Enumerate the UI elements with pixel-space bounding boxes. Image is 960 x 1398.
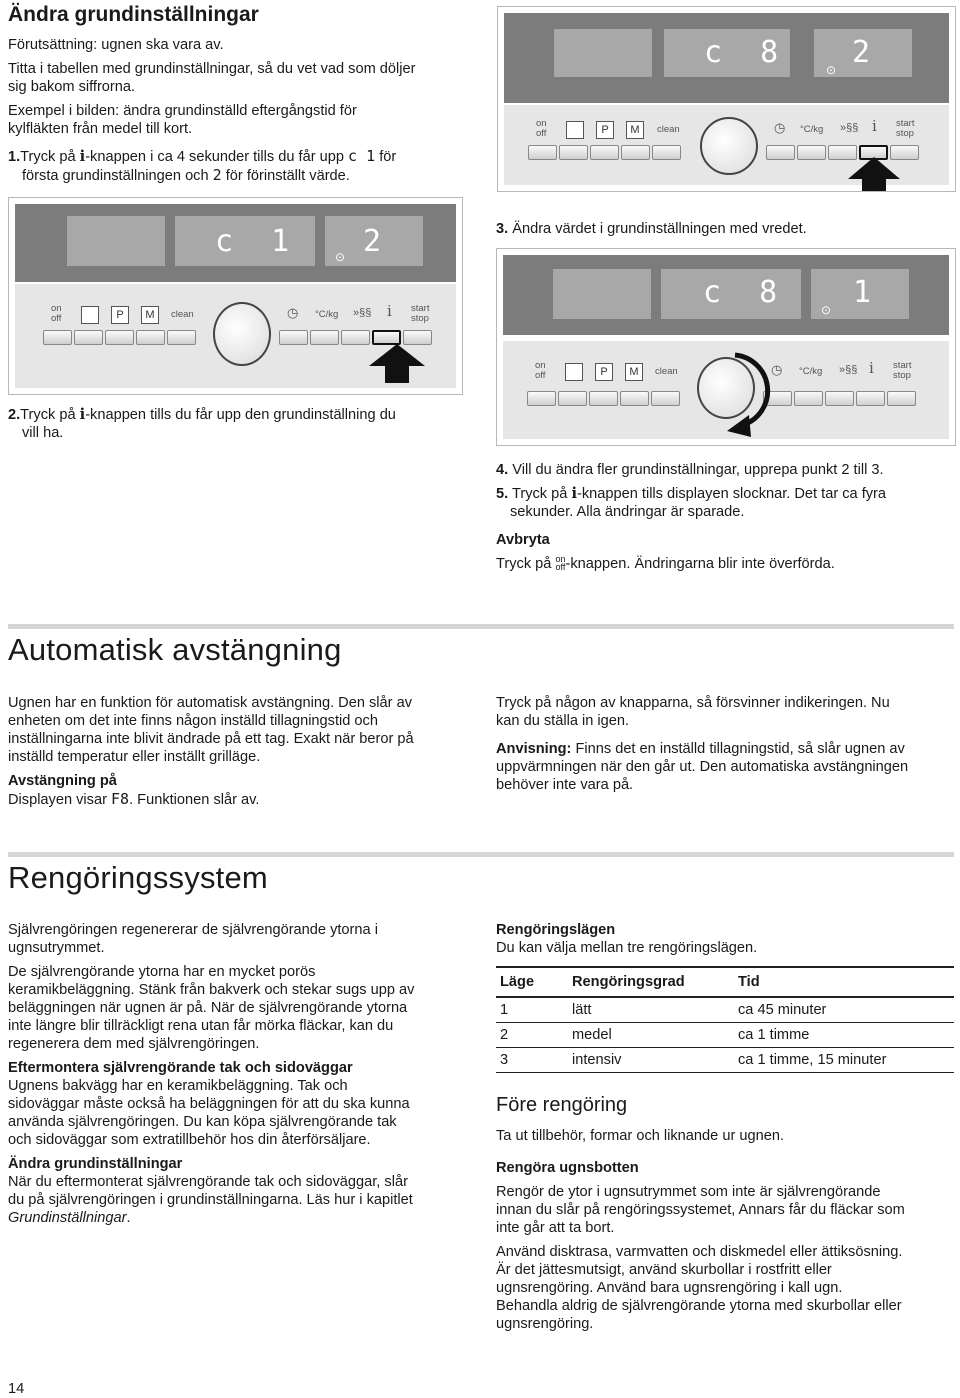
table-row: 2 medel ca 1 timme (496, 1023, 954, 1048)
oven-panel-b: c 1 2 ⊙ on off P M clean ◷ °C/kg »§§ i start stop (8, 197, 463, 395)
oven-panel-a: c 8 2 ⊙ on off P M clean ◷ °C/kg »§§ i start stop (497, 6, 956, 192)
steps-4-5: 4. Vill du ändra fler grundinställningar, upprepa punkt 2 till 3. 5. Tryck på i-knappen tills displayen slocknar. Det tar ca fyra sekunder. Alla ändringar är sparade. Avbryta Tryck på on off-knappen. Ändringarna blir inte överförda. (496, 461, 954, 573)
table-row: 3 intensiv ca 1 timme, 15 minuter (496, 1048, 954, 1073)
timer-icon: ⊙ (826, 63, 837, 77)
before-cleaning-heading: Före rengöring (496, 1094, 628, 1116)
square-icon (565, 363, 583, 381)
on-off-icon: on off (555, 554, 566, 572)
clean-modes: Rengöringslägen Du kan välja mellan tre rengöringslägen. (496, 922, 758, 956)
clock-icon: ◷ (287, 305, 299, 320)
step-1: 1.Tryck på i-knappen i ca 4 sekunder tills du får upp c 1 för (8, 147, 397, 165)
fan-key-icon: »§§ (839, 364, 858, 376)
display-left-value: c 1 (215, 224, 300, 259)
fan-key-icon: »§§ (353, 307, 372, 319)
display-right-value: 2 (363, 224, 392, 259)
page-number: 14 (8, 1381, 25, 1397)
fan-key-icon: »§§ (840, 122, 859, 134)
table-header: Rengöringsgrad (572, 967, 738, 997)
info-icon: i (387, 302, 392, 320)
cleaning-modes-table (496, 966, 954, 1073)
clean-left-text: Självrengöringen regenererar de självrengörande ytorna i ugnsutrymmet. De självrengörande ytorna har en mycket porös keramikbeläggning. Stänk från bakverk och stekar sugs upp av beläggningen när ugnen är på. När de självrengörande ytorna inte längre blir tillräckligt rena utan får mörka fläckar, kan du regenerera dem med självrengöringen. Eftermontera självrengörande tak och sidoväggar Ugnens bakvägg har en keramikbeläggning. Tak och sidoväggar måste också ha beläggningen för att du ska kunna använda självrengöringen. Du kan köpa självrengörande tak och sidoväggar som extratillbehör hos din återförsäljare. Ändra grundinställningar När du eftermonterat självrengörande tak och sidoväggar, slår du på självrengöringen i grundinställningarna. Läs hur i kapitlet Grundinställningar. (8, 922, 415, 1226)
p-icon: P (596, 121, 614, 139)
control-knob[interactable] (213, 302, 271, 366)
on-off-key[interactable] (528, 145, 557, 160)
display-left-value: c 8 (703, 275, 788, 310)
arrow-up-icon (369, 344, 425, 366)
display-right-value: 2 (852, 35, 881, 70)
step-3: 3. Ändra värdet i grundinställningen med vredet. (496, 221, 807, 237)
avbryta-heading: Avbryta (496, 532, 550, 548)
step-5: 5. Tryck på i-knappen tills displayen slocknar. Det tar ca fyra (496, 485, 887, 502)
display-right-value: 1 (853, 275, 882, 310)
timer-icon: ⊙ (335, 250, 346, 264)
display-left-value: c 8 (704, 35, 789, 70)
section-divider (8, 852, 954, 857)
avbryta-text: Tryck på on off-knappen. Ändringarna blir inte överförda. (496, 554, 835, 572)
section-title-grundinstallningar: Ändra grundinställningar (8, 3, 259, 26)
square-icon (81, 306, 99, 324)
control-knob[interactable] (700, 117, 758, 175)
info-icon: i (872, 117, 877, 135)
table-header: Tid (738, 967, 954, 997)
m-icon: M (625, 363, 643, 381)
table-row: 1 lätt ca 45 minuter (496, 997, 954, 1023)
intro-text: Förutsättning: ugnen ska vara av. Titta i tabellen med grundinställningar, så du vet vad som döljer sig bakom siffrorna. Exempel i bilden: ändra grundinställd eftergångstid för kylfläkten från medel till kort. 1.Tryck på i-knappen i ca 4 sekunder tills du får upp c 1 för första grundinställningen och 2 för förinställt värde. (8, 36, 478, 185)
step-4: 4. Vill du ändra fler grundinställningar, upprepa punkt 2 till 3. (496, 462, 884, 478)
auto-right-text: Tryck på någon av knapparna, så försvinner indikeringen. Nu kan du ställa in igen. Anvisning: Finns det en inställd tillagningstid, så slår ugnen av uppvärmningen när den går ut. Den automatiska avstängningen behöver inte vara på. (496, 695, 909, 793)
arrow-up-icon (848, 157, 900, 179)
step-2: 2.Tryck på i-knappen tills du får upp den grundinställning du vill ha. (8, 406, 396, 441)
clock-icon: ◷ (774, 120, 786, 135)
section-title-automatisk: Automatisk avstängning (8, 632, 342, 667)
table-header: Läge (496, 967, 572, 997)
on-off-key[interactable] (527, 391, 556, 406)
m-icon: M (141, 306, 159, 324)
info-key[interactable] (372, 330, 401, 345)
timer-icon: ⊙ (821, 303, 832, 317)
clock-icon: ◷ (771, 362, 783, 377)
m-icon: M (626, 121, 644, 139)
section-divider (8, 624, 954, 629)
p-icon: P (595, 363, 613, 381)
p-icon: P (111, 306, 129, 324)
on-off-key[interactable] (43, 330, 72, 345)
oven-panel-c: c 8 1 ⊙ on off P M clean ◷ °C/kg »§§ i start stop (496, 248, 956, 446)
info-icon: i (869, 359, 874, 377)
rotate-clockwise-arrow-icon (687, 349, 777, 439)
auto-left-text: Ugnen har en funktion för automatisk avstängning. Den slår av enheten om det inte finns någon inställd tillagningstid och inställningarna inte blivit ändrade på ett tag. Exakt när beror på inställd temperatur eller inställt grilläge. Avstängning på Displayen visar F8. Funktionen slår av. (8, 695, 414, 808)
before-cleaning-text: Ta ut tillbehör, formar och liknande ur ugnen. Rengöra ugnsbotten Rengör de ytor i ugnsutrymmet som inte är självrengörande innan du slår på rengöringssystemet, Annars får du fläckar som inte går att ta bort. Använd disktrasa, varmvatten och diskmedel eller ättiksösning. Är det jättesmutsigt, använd skurbollar i rostfritt eller ugnsrengöring. Använd bara ugnsrengöring i kall ugn. Behandla aldrig de självrengörande ytorna med skurbollar eller ugnsrengöring. (496, 1128, 905, 1332)
square-icon (566, 121, 584, 139)
section-title-rengoring: Rengöringssystem (8, 860, 268, 895)
